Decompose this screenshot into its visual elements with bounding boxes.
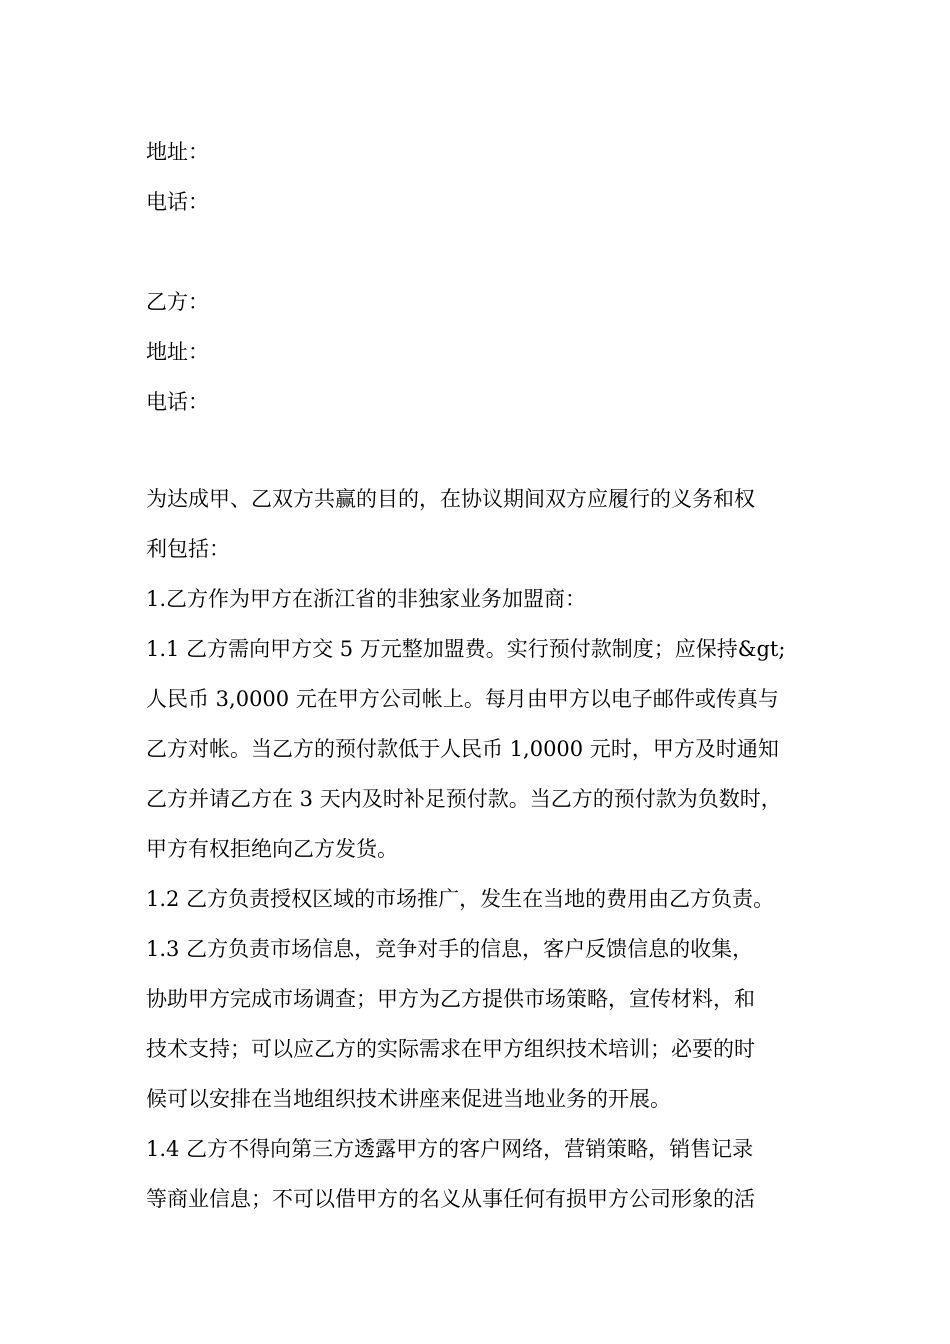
party-b-phone-label: 电话： — [146, 390, 209, 414]
body-line: 1.乙方作为甲方在浙江省的非独家业务加盟商： — [146, 587, 587, 611]
body-line: 人民币 3,0000 元在甲方公司帐上。每月由甲方以电子邮件或传真与 — [146, 687, 779, 711]
party-a-phone-label: 电话： — [146, 190, 209, 214]
body-line: 为达成甲、乙双方共赢的目的，在协议期间双方应履行的义务和权 — [146, 487, 755, 511]
body-line: 1.4 乙方不得向第三方透露甲方的客户网络，营销策略，销售记录 — [146, 1137, 754, 1161]
body-line: 1.1 乙方需向甲方交 5 万元整加盟费。实行预付款制度；应保持&gt; — [146, 637, 786, 661]
body-line: 1.2 乙方负责授权区域的市场推广，发生在当地的费用由乙方负责。 — [146, 887, 775, 911]
body-line: 1.3 乙方负责市场信息，竞争对手的信息，客户反馈信息的收集， — [146, 937, 754, 961]
party-b-name-label: 乙方： — [146, 290, 209, 314]
body-line: 乙方并请乙方在 3 天内及时补足预付款。当乙方的预付款为负数时， — [146, 787, 782, 811]
party-a-address-label: 地址： — [146, 140, 209, 164]
body-line: 乙方对帐。当乙方的预付款低于人民币 1,0000 元时，甲方及时通知 — [146, 737, 779, 761]
body-line: 候可以安排在当地组织技术讲座来促进当地业务的开展。 — [146, 1087, 671, 1111]
body-line: 协助甲方完成市场调查；甲方为乙方提供市场策略，宣传材料，和 — [146, 987, 755, 1011]
body-line: 甲方有权拒绝向乙方发货。 — [146, 837, 398, 861]
body-line: 等商业信息；不可以借甲方的名义从事任何有损甲方公司形象的活 — [146, 1187, 755, 1211]
body-line: 利包括： — [146, 537, 230, 561]
party-b-address-label: 地址： — [146, 340, 209, 364]
body-line: 技术支持；可以应乙方的实际需求在甲方组织技术培训；必要的时 — [146, 1037, 755, 1061]
